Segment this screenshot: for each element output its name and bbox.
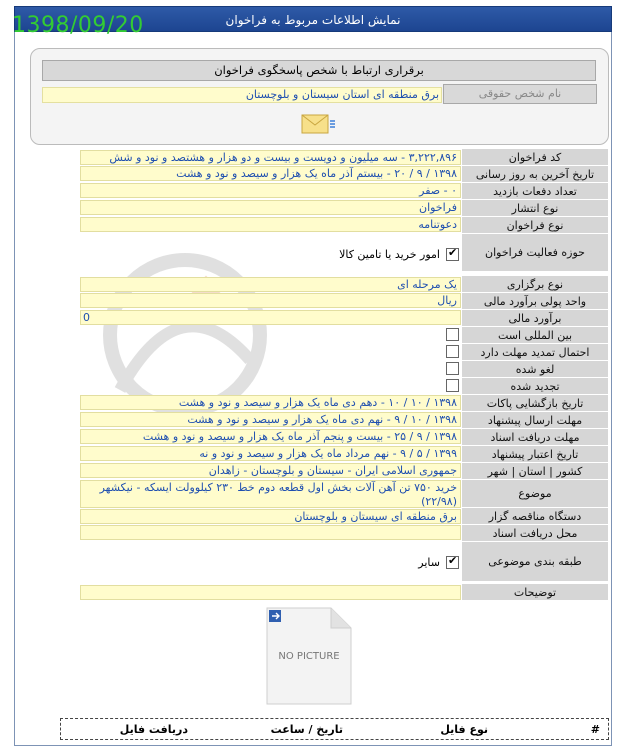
publish-type-value: فراخوان <box>80 200 461 215</box>
docs-place-label: محل دریافت اسناد <box>462 525 608 542</box>
estimate-label: برآورد مالی <box>462 310 608 327</box>
org-value: برق منطقه ای سیستان و بلوچستان <box>80 509 461 524</box>
docs-deadline-label: مهلت دریافت اسناد <box>462 429 608 446</box>
estimate-value: 0 <box>80 310 461 325</box>
category-option-label: سایر <box>418 556 440 569</box>
notes-label: توضیحات <box>462 584 608 601</box>
col-receive: دریافت فایل <box>119 723 188 736</box>
legal-person-value: برق منطقه ای استان سیستان و بلوچستان <box>42 87 442 103</box>
col-date-time: تاریخ / ساعت <box>270 723 343 736</box>
call-type-label: نوع فراخوان <box>462 217 608 234</box>
category-label: طبقه بندی موضوعی <box>462 542 608 582</box>
notes-value <box>80 585 461 600</box>
subject-label: موضوع <box>462 480 608 508</box>
activity-option-label: امور خرید یا تامین کالا <box>339 248 440 261</box>
window-title: نمایش اطلاعات مربوط به فراخوان <box>14 6 612 32</box>
col-index: # <box>590 723 600 736</box>
org-label: دستگاه مناقصه گزار <box>462 508 608 525</box>
date-stamp: 1398/09/20 <box>12 13 144 38</box>
files-table-header <box>60 718 609 740</box>
hold-type-label: نوع برگزاری <box>462 276 608 293</box>
code-value: ۳,۲۲۲,۸۹۶ - سه میلیون و دویست و بیست و دو هزار و هشتصد و نود و شش <box>80 150 461 165</box>
docs-place-value <box>80 525 461 540</box>
location-value: جمهوری اسلامی ایران - سیستان و بلوچستان - زاهدان <box>80 463 461 478</box>
last-update-value: ۱۳۹۸ / ۹ / ۲۰ - بیستم آذر ماه یک هزار و سیصد و نود و هشت <box>80 166 461 181</box>
currency-label: واحد پولی برآورد مالی <box>462 293 608 310</box>
submit-deadline-label: مهلت ارسال پیشنهاد <box>462 412 608 429</box>
submit-deadline-value: ۱۳۹۸ / ۱۰ / ۹ - نهم دی ماه یک هزار و سیصد و نود و هشت <box>80 412 461 427</box>
envelope-icon[interactable] <box>300 112 336 136</box>
no-picture-text: NO PICTURE <box>278 651 340 662</box>
code-label: کد فراخوان <box>462 149 608 166</box>
location-label: کشور | استان | شهر <box>462 463 608 480</box>
activity-checkbox[interactable] <box>446 248 459 261</box>
legal-person-label: نام شخص حقوقی <box>443 84 597 104</box>
cancelled-label: لغو شده <box>462 361 608 378</box>
docs-deadline-value: ۱۳۹۸ / ۹ / ۲۵ - بیست و پنجم آذر ماه یک هزار و سیصد و نود و هشت <box>80 429 461 444</box>
publish-type-label: نوع انتشار <box>462 200 608 217</box>
validity-label: تاریخ اعتبار پیشنهاد <box>462 446 608 463</box>
international-checkbox[interactable] <box>446 328 459 341</box>
extension-checkbox[interactable] <box>446 345 459 358</box>
international-label: بین المللی است <box>462 327 608 344</box>
visits-label: تعداد دفعات بازدید <box>462 183 608 200</box>
activity-label: حوزه فعالیت فراخوان <box>462 234 608 272</box>
last-update-label: تاریخ آخرین به روز رسانی <box>462 166 608 183</box>
extension-label: احتمال تمدید مهلت دارد <box>462 344 608 361</box>
col-file-type: نوع فایل <box>440 723 488 736</box>
visits-value: ۰ - صفر <box>80 183 461 198</box>
renewed-label: تجدید شده <box>462 378 608 395</box>
currency-value: ریال <box>80 293 461 308</box>
cancelled-checkbox[interactable] <box>446 362 459 375</box>
hold-type-value: یک مرحله ای <box>80 277 461 292</box>
contact-heading[interactable]: برقراری ارتباط با شخص پاسخگوی فراخوان <box>42 60 596 81</box>
opening-date-label: تاریخ بازگشایی پاکات <box>462 395 608 412</box>
call-type-value: دعوتنامه <box>80 217 461 232</box>
subject-value: خرید ۷۵۰ تن آهن آلات بخش اول قطعه دوم خط ۲۳۰ کیلوولت ایسکه - نیکشهر (۲۲/۹۸) <box>80 480 461 508</box>
validity-value: ۱۳۹۹ / ۵ / ۹ - نهم مرداد ماه یک هزار و سیصد و نود و نه <box>80 446 461 461</box>
category-checkbox[interactable] <box>446 556 459 569</box>
opening-date-value: ۱۳۹۸ / ۱۰ / ۱۰ - دهم دی ماه یک هزار و سیصد و نود و هشت <box>80 395 461 410</box>
renewed-checkbox[interactable] <box>446 379 459 392</box>
